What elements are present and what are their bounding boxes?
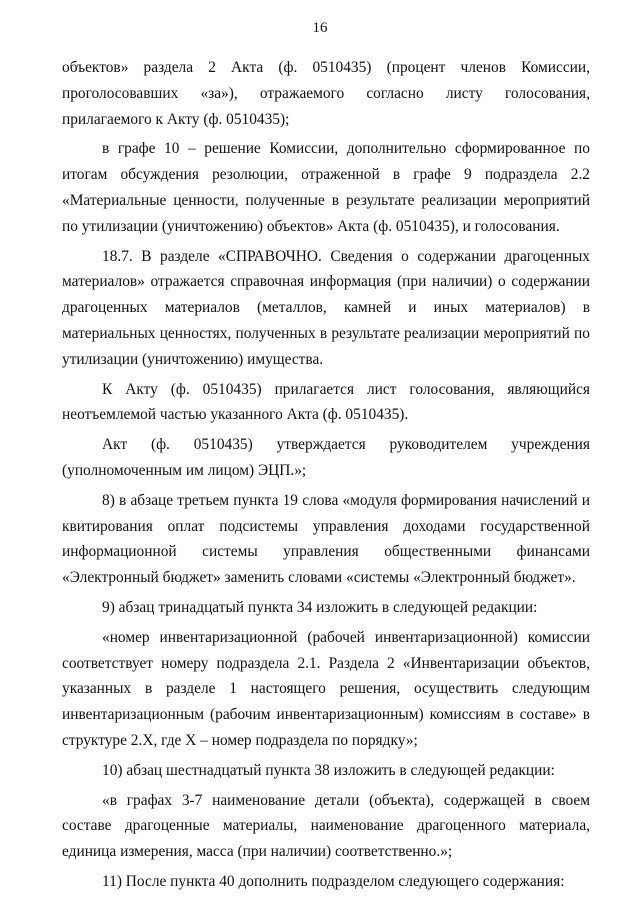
paragraph-18-7: 18.7. В разделе «СПРАВОЧНО. Сведения о содержании драгоценных материалов» отражается справочная информация (при наличии) о содержании драгоценных материалов (металлов, камней и иных материалов) в материальных ценностях, полученных в результате реализации мероприятий по утилизации (уничтожению) имущества. <box>62 247 590 368</box>
paragraph-item-10: 10) абзац шестнадцатый пункта 38 изложить в следующей редакции: <box>102 761 555 779</box>
paragraph-voting-sheet: К Акту (ф. 0510435) прилагается лист голосования, являющийся неотъемлемой частью указанного Акта (ф. 0510435). <box>62 380 590 424</box>
page-number: 16 <box>312 20 328 36</box>
paragraph-item-9: 9) абзац тринадцатый пункта 34 изложить в следующей редакции: <box>102 598 538 616</box>
paragraph-act-approval: Акт (ф. 0510435) утверждается руководителем учреждения (уполномоченным им лицом) ЭЦП.»; <box>62 436 590 479</box>
document-body <box>62 55 590 899</box>
paragraph-item-8: 8) в абзаце третьем пункта 19 слова «модуля формирования начислений и квитирования оплат подсистемы управления доходами государственной информационной системы управления общественными финансами «Электронный бюджет» заменить словами «системы «Электронный бюджет». <box>62 491 590 587</box>
paragraph-continuation: объектов» раздела 2 Акта (ф. 0510435) (процент членов Комиссии, проголосовавших «за»), отражаемого согласно листу голосования, прилагаемого к Акту (ф. 0510435); <box>62 59 590 128</box>
paragraph-item-9-text: «номер инвентаризационной (рабочей инвентаризационной) комиссии соответствует номеру подраздела 2.1. Раздела 2 «Инвентаризации объектов, указанных в разделе 1 настоящего решения, осуществить следующим инвентаризационным (рабочим инвентаризационным) комиссиям в составе» в структуре 2.X, где X – номер подраздела по порядку»; <box>62 628 590 749</box>
paragraph-item-11: 11) После пункта 40 дополнить подразделом следующего содержания: <box>102 872 565 890</box>
paragraph-column-10: в графе 10 – решение Комиссии, дополнительно сформированное по итогам обсуждения резолюции, отраженной в графе 9 подраздела 2.2 «Материальные ценности, полученные в результате реализации мероприятий по утилизации (уничтожению) объектов» Акта (ф. 0510435), и голосования. <box>62 140 590 235</box>
paragraph-item-10-text: «в графах 3-7 наименование детали (объекта), содержащей в своем составе драгоценные материалы, наименование драгоценного материала, единица измерения, масса (при наличии) соответственно.»; <box>62 791 590 861</box>
